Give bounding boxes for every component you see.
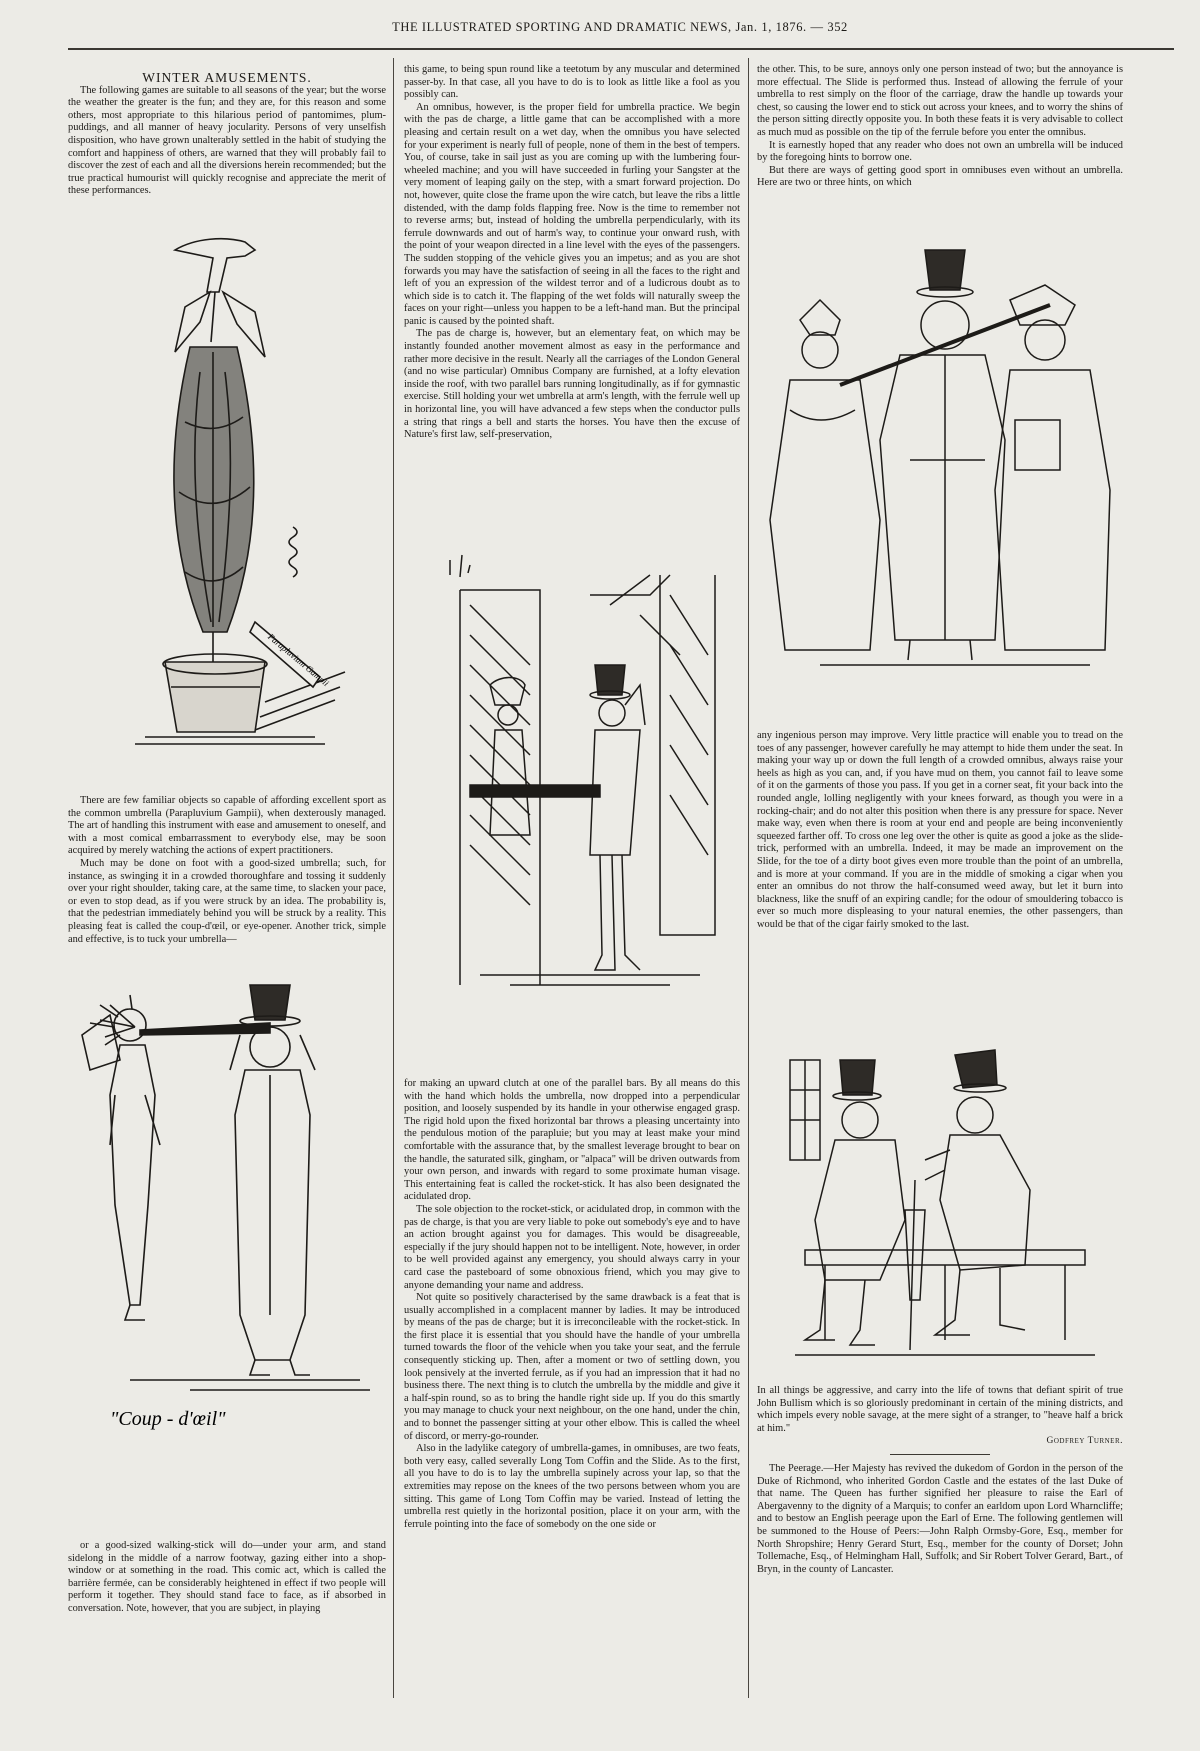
- paragraph-objection: The sole objection to the rocket-stick, or acidulated drop, in common with the pas de charge, is that you are very liable to poke out somebody's eye and to have an action brought against you for damages. This would be disagreeable, especially if the jury should happen not to be intelligent. Note, however, in order to be well provided against any emergency, you should always carry in your card case the pasteboard of some obnoxious friend, which you may give to anyone demanding your name and address.: [404, 1203, 740, 1291]
- column-2-top: [404, 64, 740, 442]
- running-head: [70, 20, 1170, 35]
- header-rule: [68, 48, 1174, 50]
- article-intro: The following games are suitable to all seasons of the year; but the worse the weather the greater is the fun; and they are, for this reason and some others, most appropriate to this hilarious period of pantomimes, plum-puddings, and all manner of heavy jocularity. Persons of very unselfish disposition, who have grown unalterably settled in the habit of studying the comfort and happiness of others, are warned that they will probably fail to discover the zest of each and all the diversions herein recommended; but the true practical humourist will quickly recognise and appreciate the merit of these performances.: [68, 84, 386, 197]
- column-1-middle: [68, 795, 386, 946]
- running-head-text: THE ILLUSTRATED SPORTING AND DRAMATIC NEWS, Jan. 1, 1876.: [392, 20, 807, 34]
- paragraph-peerage: The Peerage.—Her Majesty has revived the dukedom of Gordon in the person of the Duke of Richmond, who inherited Gordon Castle and the estates of the last Duke of that name. The Queen has further signified her pleasure to raise the Earl of Abergavenny to the dignity of a Marquis; to confer an earldom upon Lord Wharncliffe; and to bestow an English peerage upon the Earl of Erne. The following gentlemen will be summoned to the House of Peers:—John Ralph Ormsby-Gore, Esq., member for North Shropshire; Henry Gerard Sturt, Esq., member for the county of Dorset; John Tollemache, Esq., of Helmingham Hall, Suffolk; and Sir Robert Tolver Gerard, Bart., of Bryn, in the county of Lancaster.: [757, 1462, 1123, 1575]
- coup-doeil-caption: "Coup - d'œil": [110, 1408, 226, 1430]
- column-2-bottom: [404, 1078, 740, 1531]
- paragraph-without-umbrella: But there are ways of getting good sport in omnibuses even without an umbrella. Here are two or three hints, on which: [757, 164, 1123, 189]
- paragraph-coup-doeil: Much may be done on foot with a good-sized umbrella; such, for instance, as swinging it in a crowded thoroughfare and tossing it suddenly over your right shoulder, taking care, at the same time, to slacken your pace, or even to stop dead, as if you were struck by an idea. The probability is, that the pedestrian immediately behind you will be struck by a reality. This pleasing feat is called the coup-d'œil, or eye-opener. Another trick, simple and effective, is to tuck your umbrella—: [68, 857, 386, 945]
- article-divider: [890, 1454, 990, 1455]
- page-number: — 352: [810, 20, 848, 34]
- paragraph-toes: any ingenious person may improve. Very little practice will enable you to tread on the toes of any passenger, however carefully he may attempt to hide them under the seat. In making your way up or down the full length of a crowded omnibus, always raise your heels as high as you can, and, if you have mud on them, you cannot fail to leave some of it on the garments of those you pass. If you get in a corner seat, fit your back into the rounded angle, lolling negligently with your knees forward, as though you were in a rocking-chair; and do not alter this position when there is any pressure for space. Never make way, even when there is room at your end and people are being inconveniently squeezed farther off. To cross one leg over the other is quite as good a joke as the slide-trick, performed with an umbrella. Indeed, it may be made an improvement on the Slide, for the toe of a dirty boot gives even more trouble than the point of an umbrella, and is more at your command. If you are in the middle of smoking a cigar when you enter an omnibus do not throw the half-consumed weed away, but let it burn into blackness, like the snuff of an expiring candle; for the odour of smouldering tobacco is ever so much more displeasing to your natural enemies, the other passengers, than would be that of the cigar fairly smoked to the last.: [757, 730, 1123, 930]
- illustration-umbrella-plant: [115, 232, 355, 752]
- column-1-bottom: [68, 1540, 386, 1616]
- plant-label: Parapluvium Gampii: [266, 631, 331, 689]
- illustration-omnibus-trio: [760, 240, 1120, 680]
- column-separator-1: [393, 58, 394, 1698]
- bench-men-drawing: [785, 1040, 1105, 1370]
- illustration-bench-men: [785, 1040, 1105, 1370]
- column-1-top: [68, 72, 386, 198]
- article-title: WINTER AMUSEMENTS.: [142, 70, 312, 85]
- paragraph-rocket-stick: for making an upward clutch at one of the parallel bars. By all means do this with the hand which holds the umbrella, now dropped into a perpendicular position, and loosely suspended by its handle in your otherwise engaged grasp. The rigid hold upon the fixed horizontal bar throws a pleasing uncertainty into the pendulous motion of the parapluie; but you may at least make your mind comfortable with the assurance that, by the smallest leverage brought to bear on the handle, the saturated silk, gingham, or "alpaca" will be driven outwards from your own person, and inwards with regard to some proximate human visage. This entertaining feat is called the rocket-stick. It has also been designated the acidulated drop.: [404, 1078, 740, 1203]
- column-3-middle: [757, 730, 1123, 932]
- author-signature: Godfrey Turner.: [1046, 1436, 1123, 1447]
- omnibus-trio-drawing: [760, 240, 1120, 680]
- column-3-bottom: [757, 1385, 1123, 1576]
- illustration-coup-doeil: [70, 975, 390, 1435]
- rocket-stick-drawing: [440, 535, 730, 1005]
- paragraph-borrow: It is earnestly hoped that any reader who does not own an umbrella will be induced by the foregoing hints to borrow one.: [757, 139, 1123, 164]
- paragraph-john-bullism: In all things be aggressive, and carry into the life of towns that defiant spirit of true John Bullism which is so gloriously predominant in certain of the mining districts, and which impels every noble savage, at the mere sight of a stranger, to "heave half a brick at him.": [757, 1385, 1123, 1434]
- column-separator-2: [748, 58, 749, 1698]
- paragraph-wheel-of-discord: Not quite so positively characterised by the same drawback is a feat that is usually accomplished in a complacent manner by ladies. It may be introduced by means of the pas de charge; but it is irreconcileable with the rocket-stick. In the first place it is essential that you should have the handle of your umbrella turned towards the floor of the vehicle when you take your seat, and the ferrule consequently sticking up. Then, after a moment or two of settling down, you look pensively at the inverted ferrule, as if you had an impression that it had no business there. The next thing is to clutch the umbrella by the middle and give it a half-spin round, so as to bring the handle right side up. If you do this smartly you may manage to chuck your next neighbour, on the one hand, under the chin, and to bonnet the passenger sitting at your other elbow. This is called the wheel of discord, or merry-go-rounder.: [404, 1292, 740, 1442]
- paragraph-the-slide: the other. This, to be sure, annoys only one person instead of two; but the annoyance is more effectual. The Slide is performed thus. Instead of allowing the ferrule of your umbrella to rest simply on the floor of the carriage, draw the handle up towards your chest, so causing the lower end to stick out across your knees, and to worry the shins of the person sitting directly opposite you. In both these feats it is very advisable to collect as much mud as possible on the tip of the ferrule before you enter the omnibus.: [757, 64, 1123, 138]
- paragraph-long-tom-coffin: Also in the ladylike category of umbrella-games, in omnibuses, are two feats, both very easy, called severally Long Tom Coffin and the Slide. As to the first, all you have to do is to lay the umbrella supinely across your lap, so that the extremities may repose on the knees of the two persons between whom you are sitting. This game of Long Tom Coffin may be varied. Instead of letting the umbrella rest quietly in the horizontal position, place it on your arm, with the ferrule pointing into the face of somebody on the one side or: [404, 1443, 740, 1530]
- paragraph-umbrella-intro: There are few familiar objects so capable of affording excellent sport as the common umbrella (Parapluvium Gampii), when dexterously managed. The art of handling this instrument with ease and amusement to oneself, and with a most comical embarrassment to everybody else, may be soon acquired by merely watching the actions of expert practitioners.: [68, 795, 386, 857]
- paragraph-pas-de-charge: An omnibus, however, is the proper field for umbrella practice. We begin with the pas de charge, a little game that can be accomplished with a more pleasing and certain result on a wet day, when the omnibus you have selected for your experiment is nearly full of people, none of them in the best of tempers. You, of course, take in sail just as you are coming up with the lumbering four-wheeled machine; and you will have succeeded in furling your Sangster at the very moment of leaping gaily on the step, with a smart forward projection. Do not, however, quite close the frame upon the wire catch, but leave the ribs a little distended, with the damp folds flapping free. Now is the time to remember not to reverse arms; but, instead of holding the umbrella perpendicularly, with its ferrule downwards and out of harm's way, to continue your onward rush, with the point of your weapon directed in a line level with the eyes of the passengers. The sudden stopping of the vehicle gives you an impetus; and as you are shot forwards you may have the satisfaction of seeing in all the faces to the right and left of you an expression of the wildest terror and of a ludicrous doubt as to which side is to catch it. The flapping of the wet folds will naturally sweep the faces on your right—unless you happen to be a left-hand man. But the principal panic is caused by the pointed shaft.: [404, 101, 740, 327]
- paragraph-teetotum: this game, to being spun round like a teetotum by any muscular and determined passer-by. In that case, all you have to do is to look as little like a fool as you possibly can.: [404, 64, 740, 101]
- paragraph-omnibus-bars: The pas de charge is, however, but an elementary feat, on which may be instantly founded another movement almost as easy in the performance and rather more decisive in the result. Nearly all the carriages of the London General (and no wise particular) Omnibus Company are furnished, at a lofty elevation inside the roof, with two parallel bars running longitudinally, as if for gymnastic exercise. Still holding your wet umbrella at arm's length, with the ferrule well up in horizontal line, you will have advanced a few steps when the conductor pulls a string that rings a bell and starts the horses. You have then the excuse of Nature's first law, self-preservation,: [404, 328, 740, 441]
- illustration-rocket-stick: [440, 535, 730, 1005]
- umbrella-plant-drawing: [115, 232, 355, 752]
- paragraph-barriere-fermee: or a good-sized walking-stick will do—under your arm, and stand sidelong in the middle of a narrow footway, gazing either into a shop-window or at something in the road. This comic act, which is called the barrière fermée, can be considerably heightened in effect if two people will perform it together. They should stand face to face, as if absorbed in conversation. Note, however, that you are subject, in playing: [68, 1540, 386, 1614]
- coup-doeil-drawing: [70, 975, 390, 1435]
- column-3-top: [757, 64, 1123, 190]
